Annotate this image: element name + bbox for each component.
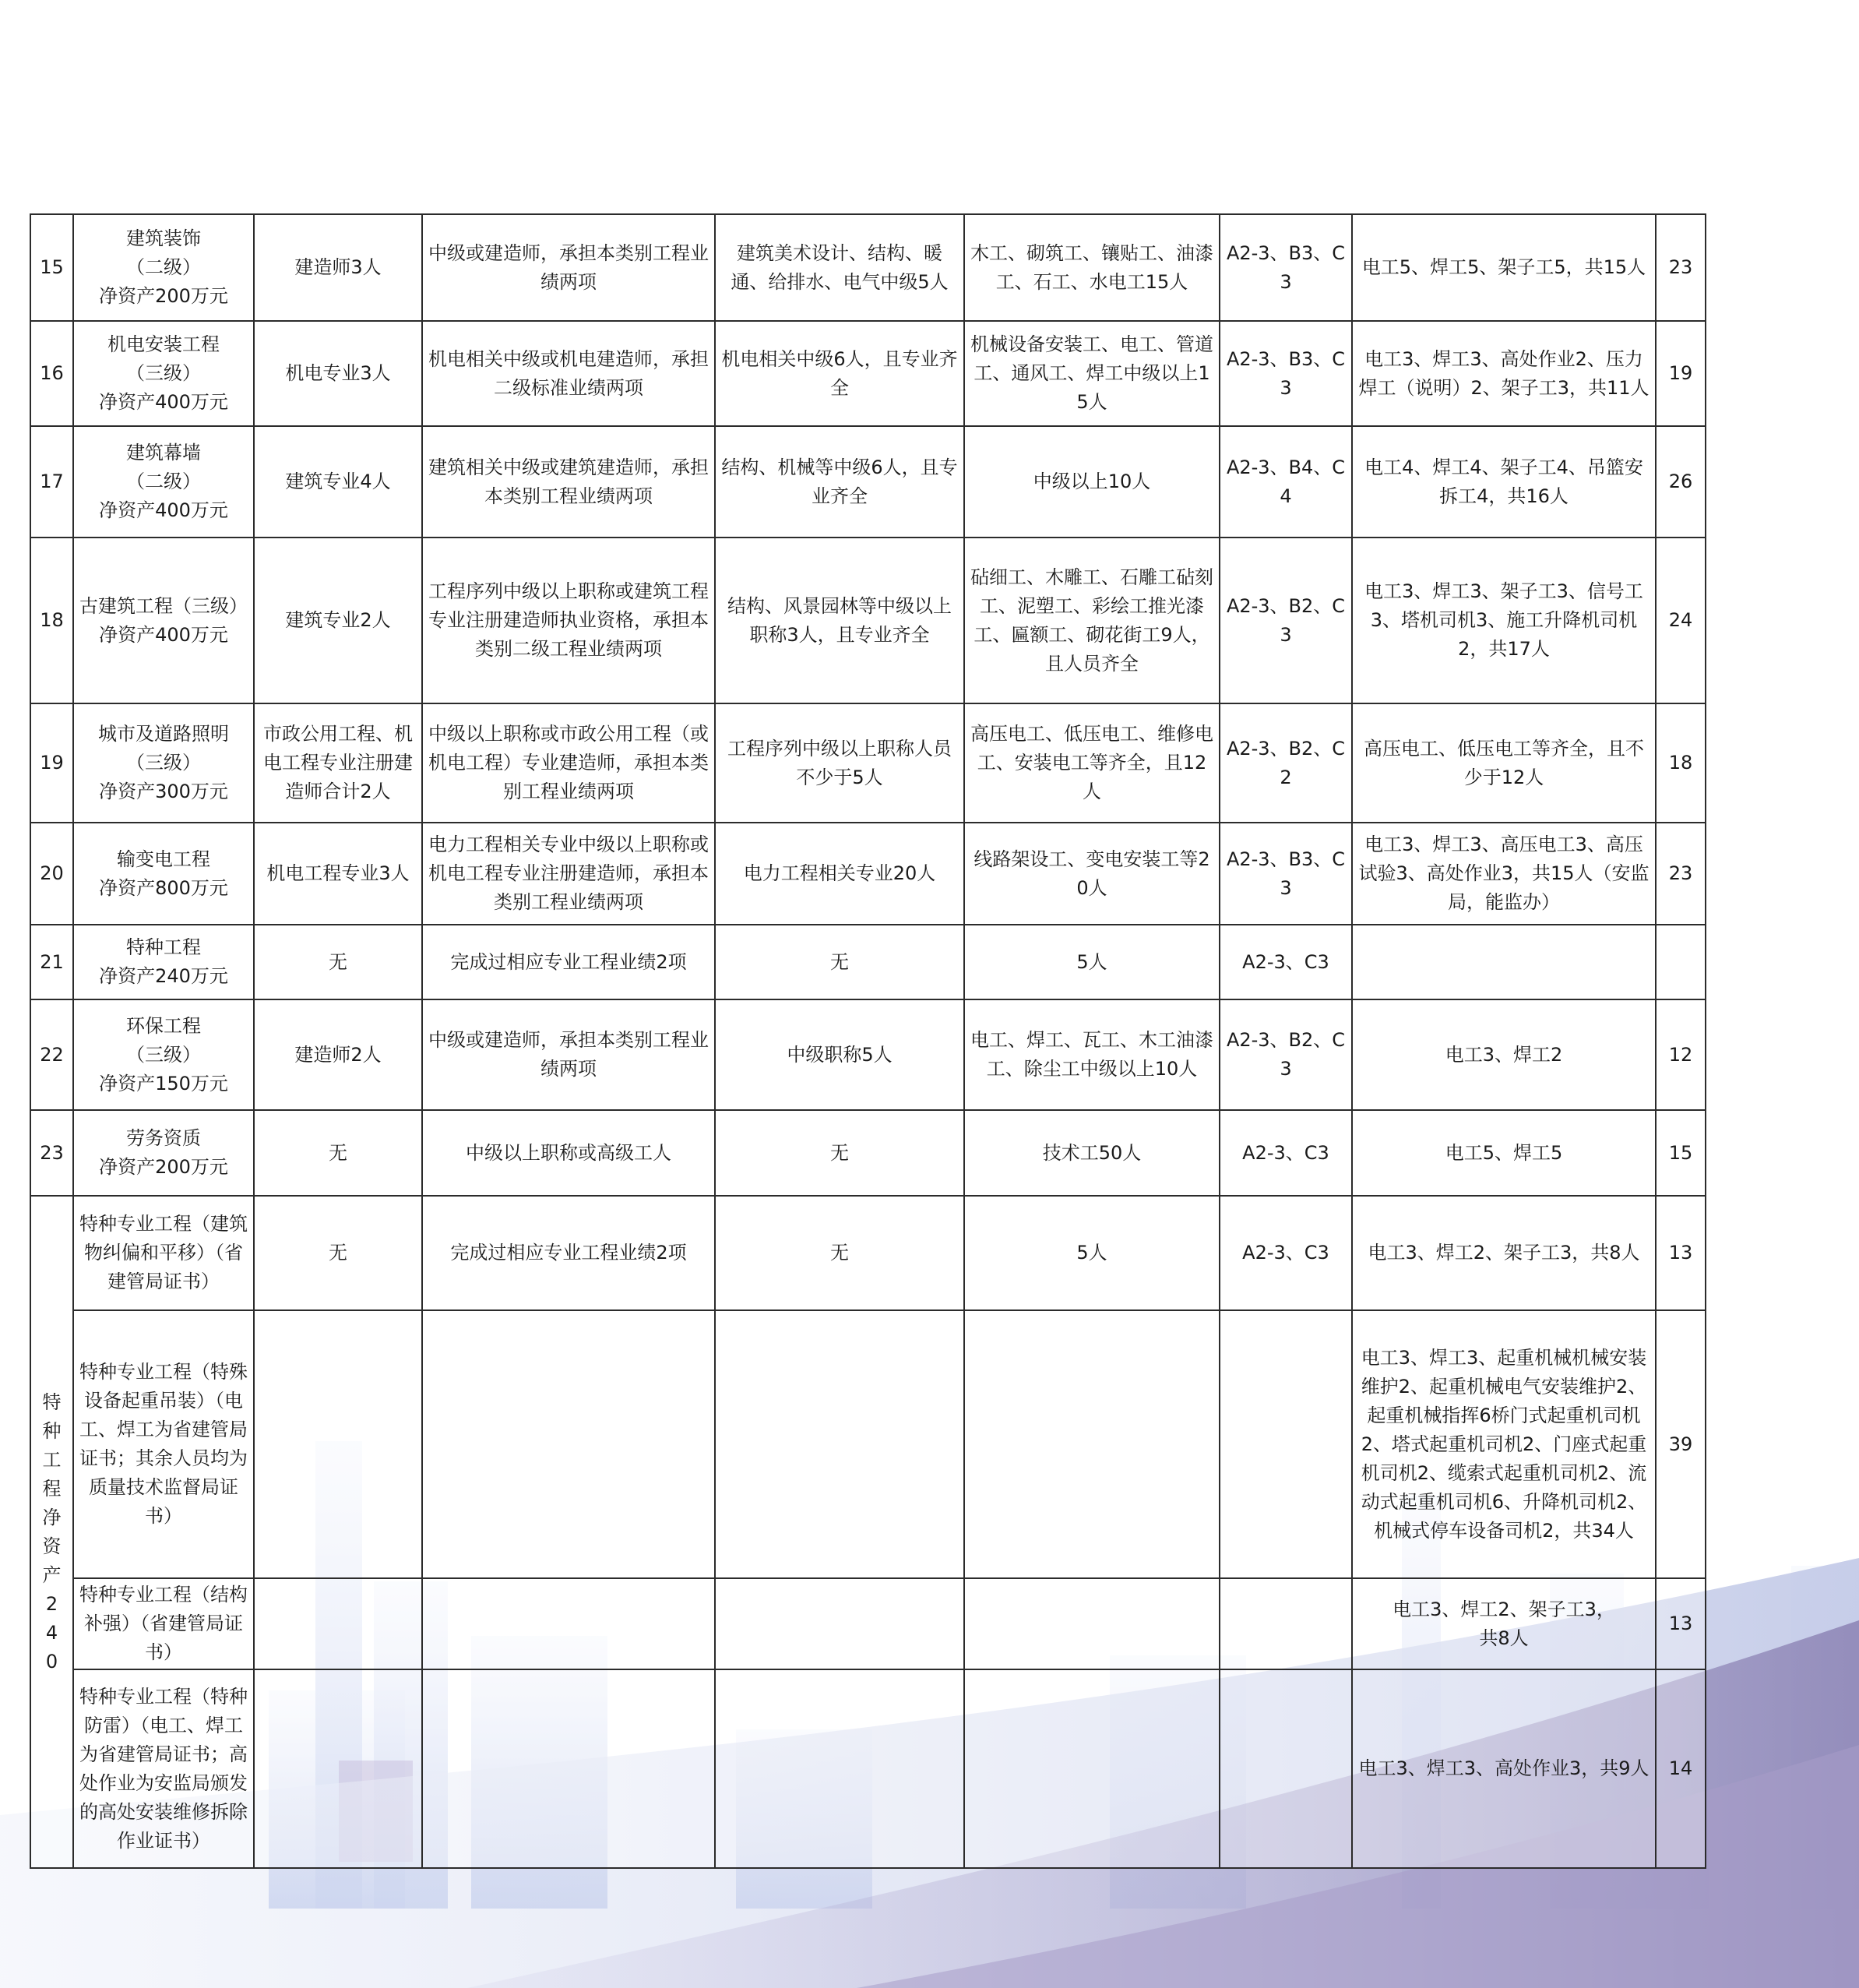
worker-cell: 技术工50人 — [964, 1110, 1220, 1196]
leader-cell: 中级以上职称或高级工人 — [422, 1110, 715, 1196]
qualification-name-cell: 特种工程 净资产240万元 — [73, 925, 254, 999]
license-cell: A2-3、C3 — [1220, 1110, 1352, 1196]
worker-cell: 中级以上10人 — [964, 426, 1220, 538]
worker-cell: 机械设备安装工、电工、管道工、通风工、焊工中级以上15人 — [964, 321, 1220, 426]
row-number-cell: 15 — [30, 214, 73, 321]
leader-cell: 机电相关中级或机电建造师，承担二级标准业绩两项 — [422, 321, 715, 426]
license-cell: A2-3、B3、C3 — [1220, 214, 1352, 321]
personnel-cell: 电工3、焊工2、架子工3，共8人 — [1352, 1196, 1656, 1310]
total-cell: 14 — [1656, 1669, 1706, 1868]
technical-cell: 结构、风景园林等中级以上职称3人，且专业齐全 — [715, 538, 964, 703]
personnel-cell: 电工3、焊工2 — [1352, 999, 1656, 1110]
agent-cell: 无 — [254, 1110, 422, 1196]
qualification-name-cell: 特种专业工程（特种防雷）（电工、焊工为省建管局证书；高处作业为安监局颁发的高处安装维修拆除作业证书） — [73, 1669, 254, 1868]
personnel-cell: 电工3、焊工3、架子工3、信号工3、塔机司机3、施工升降机司机2，共17人 — [1352, 538, 1656, 703]
worker-cell — [964, 1669, 1220, 1868]
leader-cell — [422, 1310, 715, 1578]
total-cell: 13 — [1656, 1196, 1706, 1310]
total-cell: 15 — [1656, 1110, 1706, 1196]
leader-cell — [422, 1669, 715, 1868]
qualification-name-cell: 特种专业工程（结构补强）（省建管局证书） — [73, 1578, 254, 1669]
row-number-cell: 16 — [30, 321, 73, 426]
technical-cell: 电力工程相关专业20人 — [715, 823, 964, 925]
agent-cell — [254, 1669, 422, 1868]
worker-cell: 电工、焊工、瓦工、木工油漆工、除尘工中级以上10人 — [964, 999, 1220, 1110]
qualification-name-cell: 特种专业工程（特殊设备起重吊装）（电工、焊工为省建管局证书；其余人员均为质量技术监督局证书） — [73, 1310, 254, 1578]
agent-cell: 无 — [254, 925, 422, 999]
license-cell: A2-3、B4、C4 — [1220, 426, 1352, 538]
license-cell — [1220, 1310, 1352, 1578]
total-cell: 19 — [1656, 321, 1706, 426]
personnel-cell: 电工3、焊工3、高处作业2、压力焊工（说明）2、架子工3，共11人 — [1352, 321, 1656, 426]
agent-cell: 无 — [254, 1196, 422, 1310]
total-cell: 39 — [1656, 1310, 1706, 1578]
qualification-name-cell: 建筑幕墙 （二级） 净资产400万元 — [73, 426, 254, 538]
agent-cell: 建造师2人 — [254, 999, 422, 1110]
table-row — [30, 214, 1706, 321]
qualification-table — [30, 213, 1706, 1869]
leader-cell: 中级以上职称或市政公用工程（或机电工程）专业建造师，承担本类别工程业绩两项 — [422, 703, 715, 823]
technical-cell: 机电相关中级6人，且专业齐全 — [715, 321, 964, 426]
leader-cell: 完成过相应专业工程业绩2项 — [422, 1196, 715, 1310]
qualification-name-cell: 特种专业工程（建筑物纠偏和平移）（省建管局证书） — [73, 1196, 254, 1310]
personnel-cell — [1352, 925, 1656, 999]
table-row — [30, 1196, 1706, 1310]
worker-cell — [964, 1310, 1220, 1578]
worker-cell: 高压电工、低压电工、维修电工、安装电工等齐全，且12人 — [964, 703, 1220, 823]
qualification-name-cell: 建筑装饰 （二级） 净资产200万元 — [73, 214, 254, 321]
table-row — [30, 1669, 1706, 1868]
qualification-name-cell: 机电安装工程 （三级） 净资产400万元 — [73, 321, 254, 426]
table-row — [30, 999, 1706, 1110]
personnel-cell: 电工3、焊工3、高处作业3，共9人 — [1352, 1669, 1656, 1868]
worker-cell: 砧细工、木雕工、石雕工砧刻工、泥塑工、彩绘工推光漆工、匾额工、砌花街工9人，且人员齐全 — [964, 538, 1220, 703]
group-label: 特种工程净资产240 — [42, 1391, 62, 1673]
table-row — [30, 1578, 1706, 1669]
license-cell: A2-3、C3 — [1220, 1196, 1352, 1310]
license-cell — [1220, 1578, 1352, 1669]
leader-cell — [422, 1578, 715, 1669]
personnel-cell: 电工5、焊工5 — [1352, 1110, 1656, 1196]
worker-cell — [964, 1578, 1220, 1669]
license-cell: A2-3、C3 — [1220, 925, 1352, 999]
personnel-cell: 电工4、焊工4、架子工4、吊篮安拆工4，共16人 — [1352, 426, 1656, 538]
leader-cell: 中级或建造师，承担本类别工程业绩两项 — [422, 214, 715, 321]
agent-cell: 建筑专业4人 — [254, 426, 422, 538]
leader-cell: 完成过相应专业工程业绩2项 — [422, 925, 715, 999]
table-row — [30, 823, 1706, 925]
technical-cell: 建筑美术设计、结构、暖通、给排水、电气中级5人 — [715, 214, 964, 321]
license-cell: A2-3、B2、C3 — [1220, 538, 1352, 703]
row-number-cell: 19 — [30, 703, 73, 823]
agent-cell: 建造师3人 — [254, 214, 422, 321]
personnel-cell: 高压电工、低压电工等齐全，且不少于12人 — [1352, 703, 1656, 823]
qualification-name-cell: 古建筑工程（三级） 净资产400万元 — [73, 538, 254, 703]
total-cell: 24 — [1656, 538, 1706, 703]
technical-cell: 无 — [715, 1110, 964, 1196]
agent-cell — [254, 1578, 422, 1669]
table-row — [30, 925, 1706, 999]
license-cell — [1220, 1669, 1352, 1868]
row-number-cell: 17 — [30, 426, 73, 538]
row-number-cell: 20 — [30, 823, 73, 925]
technical-cell — [715, 1578, 964, 1669]
personnel-cell: 电工5、焊工5、架子工5，共15人 — [1352, 214, 1656, 321]
table-row — [30, 538, 1706, 703]
table-row — [30, 703, 1706, 823]
worker-cell: 5人 — [964, 925, 1220, 999]
table-row — [30, 321, 1706, 426]
qualification-name-cell: 城市及道路照明 （三级） 净资产300万元 — [73, 703, 254, 823]
agent-cell: 建筑专业2人 — [254, 538, 422, 703]
qualification-name-cell: 环保工程 （三级） 净资产150万元 — [73, 999, 254, 1110]
total-cell: 26 — [1656, 426, 1706, 538]
total-cell — [1656, 925, 1706, 999]
worker-cell: 线路架设工、变电安装工等20人 — [964, 823, 1220, 925]
total-cell: 23 — [1656, 823, 1706, 925]
leader-cell: 电力工程相关专业中级以上职称或机电工程专业注册建造师，承担本类别工程业绩两项 — [422, 823, 715, 925]
license-cell: A2-3、B2、C3 — [1220, 999, 1352, 1110]
qualification-name-cell: 输变电工程 净资产800万元 — [73, 823, 254, 925]
table-row — [30, 426, 1706, 538]
row-number-cell: 18 — [30, 538, 73, 703]
technical-cell: 无 — [715, 925, 964, 999]
table-row — [30, 1310, 1706, 1578]
leader-cell: 建筑相关中级或建筑建造师，承担本类别工程业绩两项 — [422, 426, 715, 538]
agent-cell: 机电专业3人 — [254, 321, 422, 426]
technical-cell — [715, 1669, 964, 1868]
table-row — [30, 1110, 1706, 1196]
technical-cell: 结构、机械等中级6人，且专业齐全 — [715, 426, 964, 538]
row-number-cell: 22 — [30, 999, 73, 1110]
agent-cell — [254, 1310, 422, 1578]
agent-cell: 机电工程专业3人 — [254, 823, 422, 925]
qualification-name-cell: 劳务资质 净资产200万元 — [73, 1110, 254, 1196]
total-cell: 23 — [1656, 214, 1706, 321]
leader-cell: 中级或建造师，承担本类别工程业绩两项 — [422, 999, 715, 1110]
total-cell: 18 — [1656, 703, 1706, 823]
row-number-cell: 21 — [30, 925, 73, 999]
agent-cell: 市政公用工程、机电工程专业注册建造师合计2人 — [254, 703, 422, 823]
row-number-cell: 23 — [30, 1110, 73, 1196]
personnel-cell: 电工3、焊工3、起重机械机械安装维护2、起重机械电气安装维护2、起重机械指挥6桥门式起重机司机2、塔式起重机司机2、门座式起重机司机2、缆索式起重机司机2、流动式起重机司机6、升降机司机2、机械式停车设备司机2，共34人 — [1352, 1310, 1656, 1578]
personnel-cell: 电工3、焊工2、架子工3， 共8人 — [1352, 1578, 1656, 1669]
leader-cell: 工程序列中级以上职称或建筑工程专业注册建造师执业资格，承担本类别二级工程业绩两项 — [422, 538, 715, 703]
total-cell: 12 — [1656, 999, 1706, 1110]
license-cell: A2-3、B2、C2 — [1220, 703, 1352, 823]
personnel-cell: 电工3、焊工3、高压电工3、高压试验3、高处作业3，共15人（安监局，能监办） — [1352, 823, 1656, 925]
technical-cell — [715, 1310, 964, 1578]
group-label-cell — [30, 1196, 73, 1868]
technical-cell: 无 — [715, 1196, 964, 1310]
technical-cell: 中级职称5人 — [715, 999, 964, 1110]
total-cell: 13 — [1656, 1578, 1706, 1669]
license-cell: A2-3、B3、C3 — [1220, 321, 1352, 426]
worker-cell: 5人 — [964, 1196, 1220, 1310]
technical-cell: 工程序列中级以上职称人员不少于5人 — [715, 703, 964, 823]
license-cell: A2-3、B3、C3 — [1220, 823, 1352, 925]
worker-cell: 木工、砌筑工、镶贴工、油漆工、石工、水电工15人 — [964, 214, 1220, 321]
